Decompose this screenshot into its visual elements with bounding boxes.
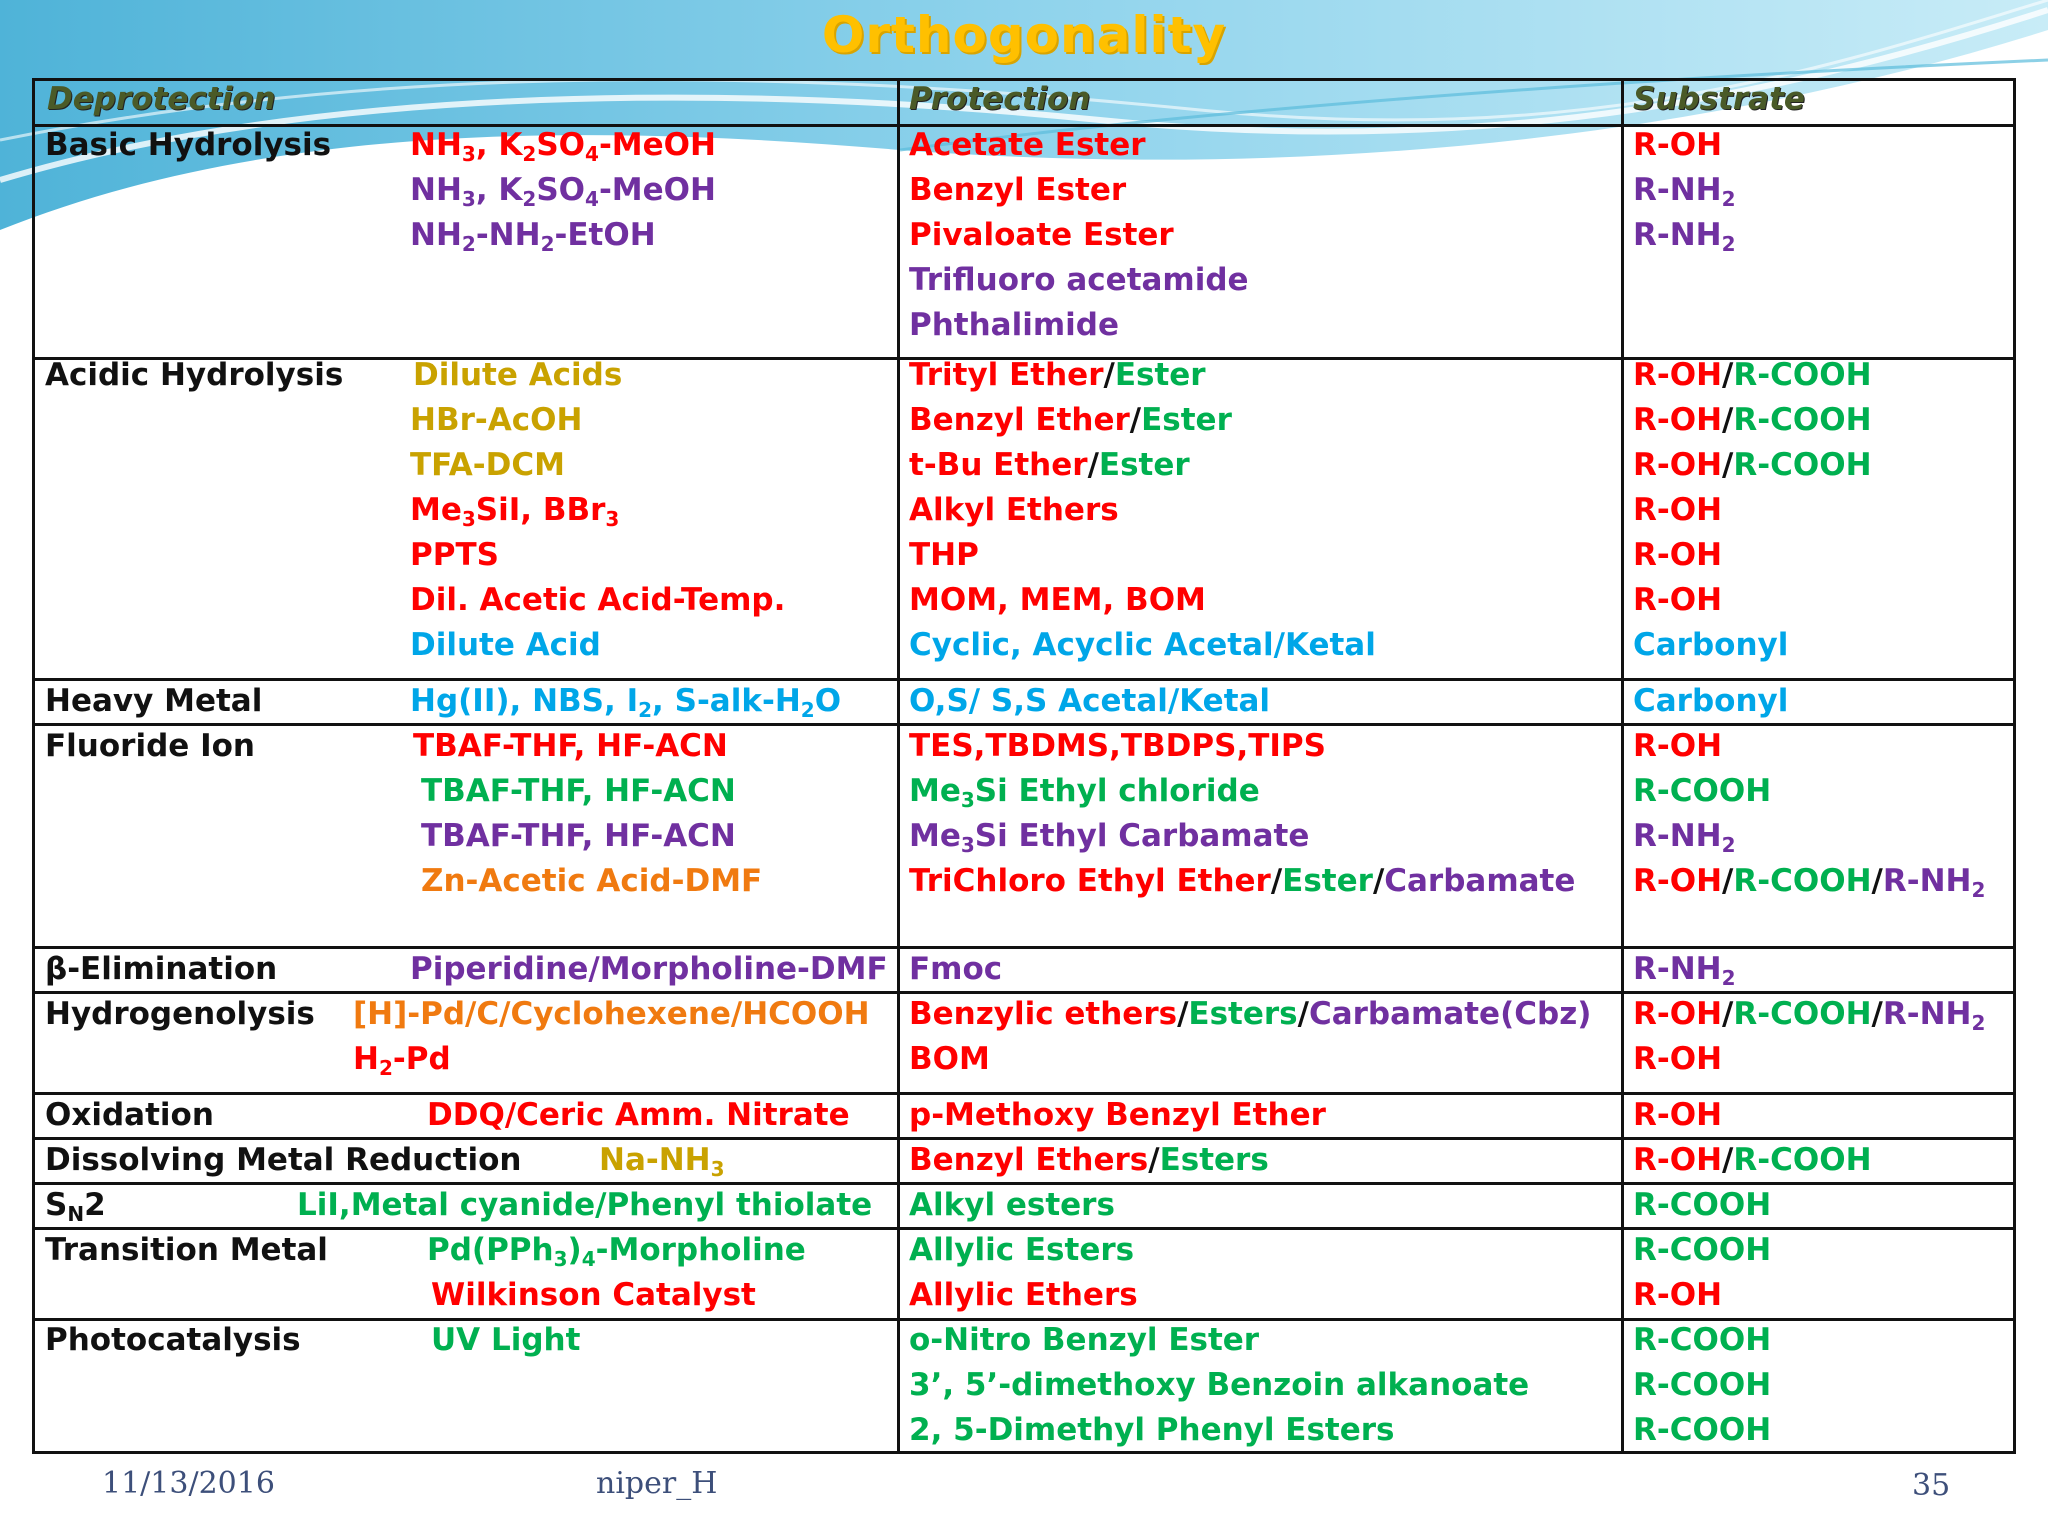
row-divider bbox=[35, 991, 2013, 994]
protection-text: Pivaloate Ester bbox=[909, 217, 1174, 253]
row-divider bbox=[35, 1092, 2013, 1095]
orthogonality-table bbox=[32, 78, 2016, 1454]
reagent-text: Dil. Acetic Acid-Temp. bbox=[410, 582, 786, 618]
protection-text: TriChloro Ethyl Ether/Ester/Carbamate bbox=[909, 863, 1576, 899]
slide-title: Orthogonality bbox=[821, 6, 1227, 64]
protection-text: Benzyl Ether/Ester bbox=[909, 402, 1232, 438]
column-divider bbox=[897, 81, 900, 1451]
reagent-text: $Pd(PPh_3)_4$-Morpholine bbox=[427, 1232, 806, 1271]
substrate-text: R-OH/R-COOH bbox=[1633, 402, 1872, 438]
substrate-text: R-OH/R-COOH bbox=[1633, 447, 1872, 483]
substrate-text: R-OH bbox=[1633, 537, 1723, 573]
protection-text: Alkyl esters bbox=[909, 1187, 1115, 1223]
protection-text: Benzylic ethers/Esters/Carbamate(Cbz) bbox=[909, 996, 1592, 1032]
protection-text: 2, 5-Dimethyl Phenyl Esters bbox=[909, 1412, 1395, 1448]
substrate-text: $R-NH_2$ bbox=[1633, 172, 1736, 211]
substrate-text: R-COOH bbox=[1633, 1322, 1772, 1358]
substrate-text: R-COOH bbox=[1633, 1232, 1772, 1268]
protection-text: 3’, 5’-dimethoxy Benzoin alkanoate bbox=[909, 1367, 1530, 1403]
protection-text: TES,TBDMS,TBDPS,TIPS bbox=[909, 728, 1326, 764]
substrate-text: R-OH bbox=[1633, 1277, 1723, 1313]
protection-text: Alkyl Ethers bbox=[909, 492, 1119, 528]
protection-text: Allylic Esters bbox=[909, 1232, 1135, 1268]
reagent-text: $NH_3$, $K_2SO_4$-MeOH bbox=[410, 172, 716, 211]
protection-text: $Me_3Si$ Ethyl chloride bbox=[909, 773, 1260, 812]
reagent-text: UV Light bbox=[431, 1322, 581, 1358]
protection-text: o-Nitro Benzyl Ester bbox=[909, 1322, 1260, 1358]
substrate-text: R-COOH bbox=[1633, 1187, 1772, 1223]
substrate-text: Carbonyl bbox=[1633, 627, 1789, 663]
protection-text: Benzyl Ester bbox=[909, 172, 1127, 208]
method-label: Hydrogenolysis bbox=[45, 996, 315, 1032]
protection-text: Trifluoro acetamide bbox=[909, 262, 1249, 298]
reagent-text: TBAF-THF, HF-ACN bbox=[421, 773, 736, 809]
protection-text: MOM, MEM, BOM bbox=[909, 582, 1206, 618]
reagent-text: $Me_3SiI$, BBr$_3$ bbox=[410, 492, 620, 531]
reagent-text: LiI,Metal cyanide/Phenyl thiolate bbox=[297, 1187, 873, 1223]
reagent-text: HBr-AcOH bbox=[410, 402, 583, 438]
protection-text: p-Methoxy Benzyl Ether bbox=[909, 1097, 1326, 1133]
footer-date: 11/13/2016 bbox=[102, 1466, 275, 1501]
substrate-text: R-COOH bbox=[1633, 1412, 1772, 1448]
reagent-text: Piperidine/Morpholine-DMF bbox=[410, 951, 888, 987]
reagent-text: Hg(II), NBS, $I_2$, $S-alk-H_2O$ bbox=[410, 683, 842, 722]
substrate-text: R-COOH bbox=[1633, 773, 1772, 809]
protection-text: Phthalimide bbox=[909, 307, 1119, 343]
substrate-text: R-COOH bbox=[1633, 1367, 1772, 1403]
reagent-text: PPTS bbox=[410, 537, 499, 573]
protection-text: O,S/ S,S Acetal/Ketal bbox=[909, 683, 1271, 719]
row-divider bbox=[35, 723, 2013, 726]
method-label: Oxidation bbox=[45, 1097, 214, 1133]
substrate-text: R-OH/R-COOH bbox=[1633, 357, 1872, 393]
method-label: Acidic Hydrolysis bbox=[45, 357, 344, 393]
substrate-text: Carbonyl bbox=[1633, 683, 1789, 719]
protection-text: Acetate Ester bbox=[909, 127, 1146, 163]
row-divider bbox=[35, 1227, 2013, 1230]
row-divider bbox=[35, 678, 2013, 681]
substrate-text: R-OH bbox=[1633, 582, 1723, 618]
reagent-text: TFA-DCM bbox=[410, 447, 565, 483]
substrate-text: R-OH bbox=[1633, 1097, 1723, 1133]
slide-number: 35 bbox=[1912, 1468, 1951, 1503]
reagent-text: $NH_3$, $K_2SO_4$-MeOH bbox=[410, 127, 716, 166]
method-label: Transition Metal bbox=[45, 1232, 328, 1268]
method-label: Dissolving Metal Reduction bbox=[45, 1142, 522, 1178]
header-protection: Protection bbox=[909, 81, 1091, 117]
header-deprotection: Deprotection bbox=[47, 81, 276, 117]
method-label: Basic Hydrolysis bbox=[45, 127, 332, 163]
substrate-text: $R-OH/R-COOH/R-NH_2$ bbox=[1633, 996, 1986, 1035]
protection-text: Allylic Ethers bbox=[909, 1277, 1138, 1313]
reagent-text: DDQ/Ceric Amm. Nitrate bbox=[427, 1097, 850, 1133]
protection-text: Fmoc bbox=[909, 951, 1003, 987]
protection-text: t-Bu Ether/Ester bbox=[909, 447, 1190, 483]
method-label: Fluoride Ion bbox=[45, 728, 255, 764]
substrate-text: R-OH bbox=[1633, 127, 1723, 163]
protection-text: Cyclic, Acyclic Acetal/Ketal bbox=[909, 627, 1376, 663]
substrate-text: R-OH bbox=[1633, 728, 1723, 764]
reagent-text: TBAF-THF, HF-ACN bbox=[421, 818, 736, 854]
protection-text: BOM bbox=[909, 1041, 990, 1077]
substrate-text: R-OH bbox=[1633, 492, 1723, 528]
protection-text: THP bbox=[909, 537, 979, 573]
method-label: $S_N2$ bbox=[45, 1187, 106, 1226]
header-substrate: Substrate bbox=[1633, 81, 1805, 117]
row-divider bbox=[35, 1182, 2013, 1185]
substrate-text: R-OH/R-COOH bbox=[1633, 1142, 1872, 1178]
reagent-text: TBAF-THF, HF-ACN bbox=[413, 728, 728, 764]
column-divider bbox=[1621, 81, 1624, 1451]
protection-text: Benzyl Ethers/Esters bbox=[909, 1142, 1269, 1178]
reagent-text: Zn-Acetic Acid-DMF bbox=[421, 863, 763, 899]
reagent-text: Dilute Acid bbox=[410, 627, 601, 663]
substrate-text: R-OH bbox=[1633, 1041, 1723, 1077]
reagent-text: $Na-NH_3$ bbox=[599, 1142, 725, 1181]
row-divider bbox=[35, 1137, 2013, 1140]
row-divider bbox=[35, 946, 2013, 949]
reagent-text: [H]-Pd/C/Cyclohexene/HCOOH bbox=[353, 996, 870, 1032]
substrate-text: $R-NH_2$ bbox=[1633, 951, 1736, 990]
substrate-text: $R-NH_2$ bbox=[1633, 217, 1736, 256]
reagent-text: Dilute Acids bbox=[413, 357, 623, 393]
substrate-text: $R-OH/R-COOH/R-NH_2$ bbox=[1633, 863, 1986, 902]
method-label: Photocatalysis bbox=[45, 1322, 301, 1358]
footer-author: niper_H bbox=[596, 1466, 718, 1501]
protection-text: Trityl Ether/Ester bbox=[909, 357, 1206, 393]
reagent-text: $NH_2-NH_2$-EtOH bbox=[410, 217, 656, 256]
protection-text: $Me_3Si$ Ethyl Carbamate bbox=[909, 818, 1310, 857]
reagent-text: Wilkinson Catalyst bbox=[431, 1277, 756, 1313]
reagent-text: $H_2-Pd$ bbox=[353, 1041, 451, 1080]
substrate-text: $R-NH_2$ bbox=[1633, 818, 1736, 857]
method-label: β-Elimination bbox=[45, 951, 278, 987]
method-label: Heavy Metal bbox=[45, 683, 263, 719]
